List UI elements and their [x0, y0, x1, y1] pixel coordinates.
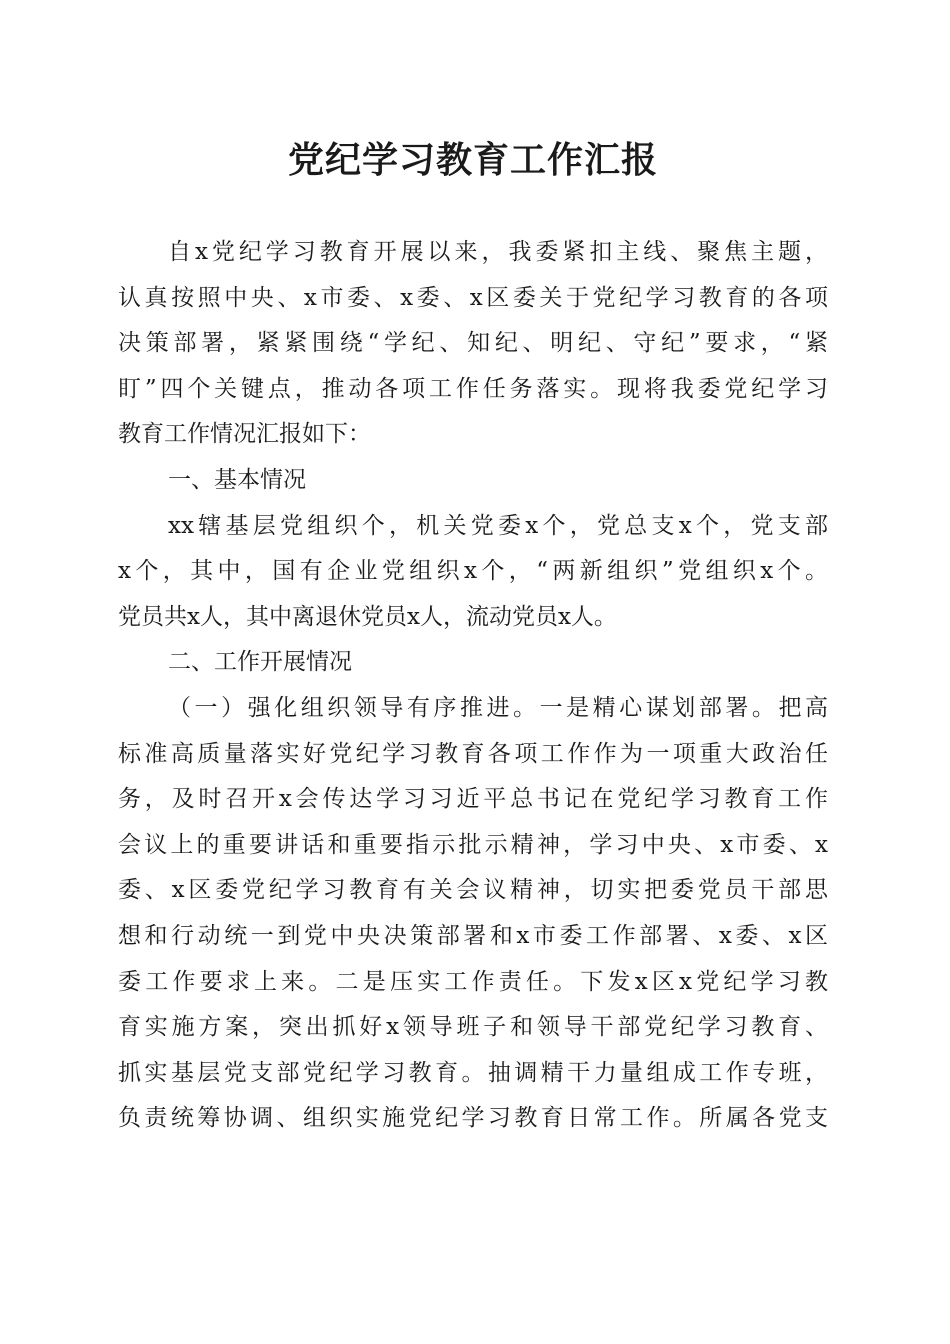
paragraph-line: 委工作要求上来。二是压实工作责任。下发x区x党纪学习教: [118, 968, 828, 995]
paragraph-line: 想和行动统一到党中央决策部署和x市委工作部署、x委、x区: [118, 922, 828, 949]
paragraph-line: 会议上的重要讲话和重要指示批示精神，学习中央、x市委、x: [118, 831, 828, 858]
paragraph-line: 教育工作情况汇报如下：: [118, 421, 371, 448]
paragraph-line: 抓实基层党支部党纪学习教育。抽调精干力量组成工作专班，: [118, 1059, 828, 1086]
paragraph-line: x个，其中，国有企业党组织x个，“两新组织”党组织x个。: [118, 558, 828, 585]
paragraph-line: 委、x区委党纪学习教育有关会议精神，切实把委党员干部思: [118, 877, 828, 904]
paragraph-line: 负责统筹协调、组织实施党纪学习教育日常工作。所属各党支: [118, 1105, 828, 1132]
paragraph-line: 标准高质量落实好党纪学习教育各项工作作为一项重大政治任: [118, 740, 828, 767]
paragraph-line: xx辖基层党组织个，机关党委x个，党总支x个，党支部: [168, 512, 828, 539]
paragraph-line: 育实施方案，突出抓好x领导班子和领导干部党纪学习教育、: [118, 1014, 828, 1041]
section-heading-basic: 一、基本情况: [168, 466, 306, 493]
paragraph-line: 党员共x人，其中离退休党员x人，流动党员x人。: [118, 603, 617, 630]
paragraph-line: 自x党纪学习教育开展以来，我委紧扣主线、聚焦主题，: [168, 239, 828, 265]
paragraph-text: 一是精心谋划部署。把高: [539, 694, 829, 721]
document-title: 党纪学习教育工作汇报: [287, 139, 658, 181]
paragraph-line: 盯”四个关键点，推动各项工作任务落实。现将我委党纪学习: [118, 375, 828, 402]
paragraph-line: [118, 686, 828, 732]
section-heading-work: 二、工作开展情况: [168, 649, 352, 676]
paragraph-line: 认真按照中央、x市委、x委、x区委关于党纪学习教育的各项: [118, 284, 828, 311]
document-body: [118, 230, 828, 1142]
paragraph-line: 务，及时召开x会传达学习习近平总书记在党纪学习教育工作: [118, 786, 828, 813]
subsection-heading: （一）强化组织领导有序推进。: [168, 694, 540, 721]
paragraph-line: 决策部署，紧紧围绕“学纪、知纪、明纪、守纪”要求，“紧: [118, 330, 828, 357]
